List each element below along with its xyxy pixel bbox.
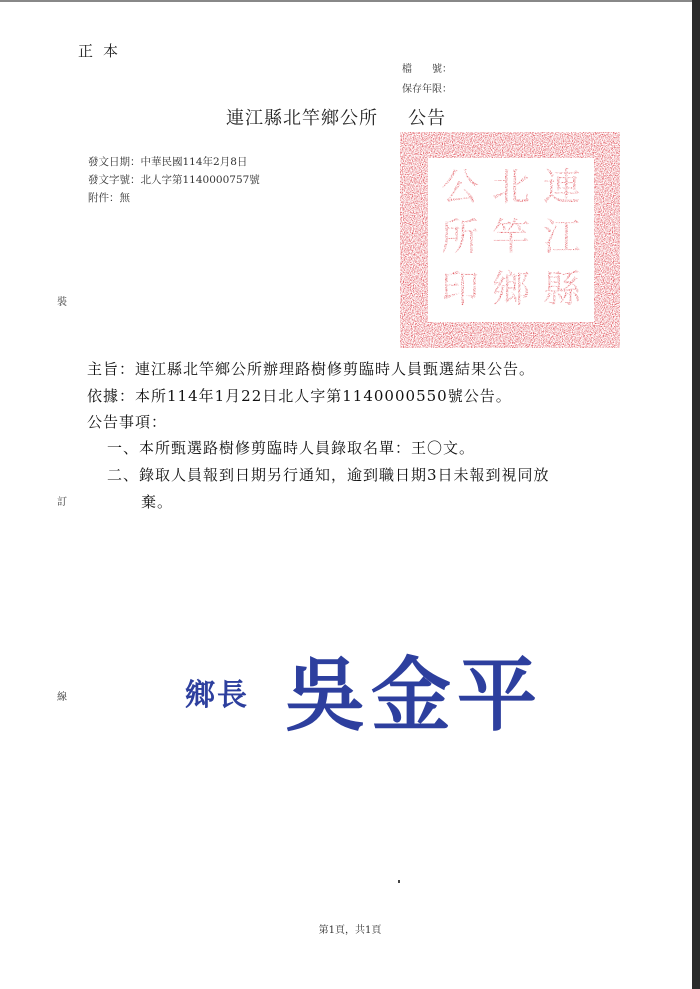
binding-mark-3: 線	[57, 692, 67, 703]
page-number: 第1頁，共1頁	[318, 925, 382, 936]
reference-number: 發文字號：北人字第1140000757號	[88, 174, 260, 186]
scan-speck	[398, 880, 400, 883]
attachment: 附件：無	[88, 192, 130, 204]
document-type: 公告	[408, 108, 446, 129]
scan-top-edge	[0, 0, 700, 2]
binding-mark-2: 訂	[57, 497, 67, 508]
office-name: 連江縣北竿鄉公所	[226, 108, 378, 129]
item-1: 一、本所甄選路樹修剪臨時人員錄取名單：王〇文。	[107, 439, 476, 457]
retention-label: 保存年限：	[402, 84, 452, 95]
svg-text:印: 印	[440, 267, 480, 311]
copy-mark: 正本	[78, 42, 129, 60]
svg-text:吳金平: 吳金平	[285, 649, 543, 740]
official-seal-stamp	[398, 130, 622, 350]
svg-text:鄉長: 鄉長	[185, 678, 249, 713]
scan-right-edge	[692, 0, 700, 989]
svg-text:公: 公	[440, 165, 480, 209]
binding-mark-1: 裝	[57, 297, 67, 308]
svg-text:縣: 縣	[542, 267, 582, 311]
file-number-label: 檔 號：	[402, 64, 452, 75]
svg-text:連: 連	[542, 165, 582, 209]
item-2-continuation: 棄。	[141, 493, 174, 511]
svg-text:所: 所	[440, 215, 480, 259]
svg-text:江: 江	[542, 215, 582, 259]
basis-line: 依據：本所114年1月22日北人字第1140000550號公告。	[87, 387, 512, 405]
svg-text:鄉: 鄉	[491, 267, 531, 311]
svg-text:竿: 竿	[491, 215, 531, 259]
mayor-signature-stamp	[185, 645, 545, 740]
item-2: 二、錄取人員報到日期另行通知，逾到職日期3日未報到視同放	[107, 466, 550, 484]
subject-line: 主旨：連江縣北竿鄉公所辦理路樹修剪臨時人員甄選結果公告。	[87, 360, 536, 378]
svg-text:北: 北	[491, 165, 531, 209]
issue-date: 發文日期：中華民國114年2月8日	[88, 156, 248, 168]
items-heading: 公告事項：	[87, 413, 168, 431]
document-title	[0, 104, 700, 130]
